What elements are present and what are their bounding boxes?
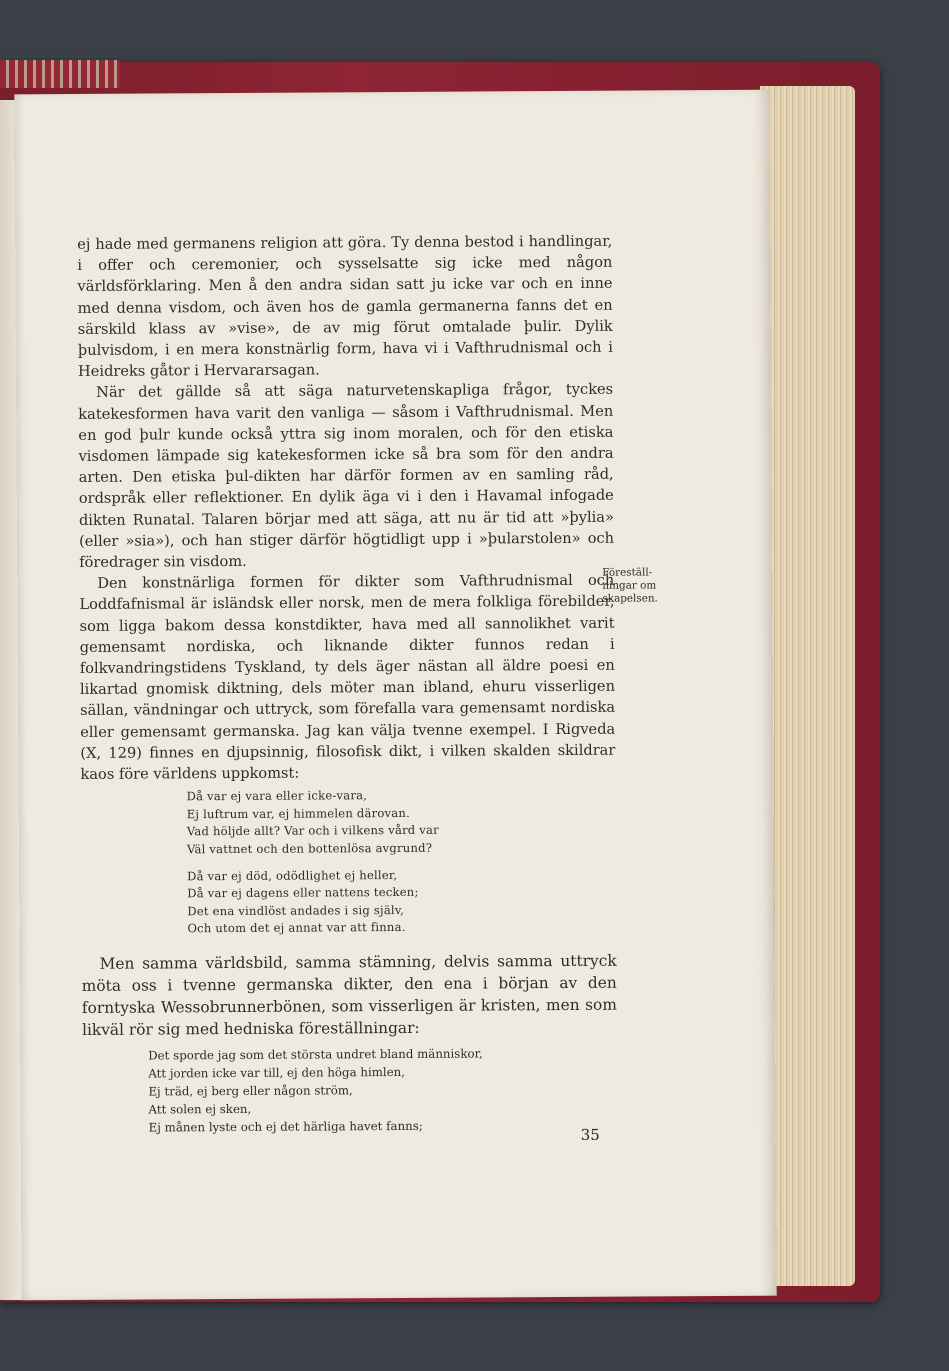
book-page — [14, 90, 776, 1301]
verse-line: Vad höljde allt? Var och i vilkens vård var — [186, 822, 439, 839]
verse-line: Då var ej dagens eller nattens tecken; — [187, 885, 419, 901]
verse-line: Att jorden icke var till, ej den höga himlen, — [148, 1064, 406, 1081]
verse-line: Att solen ej sken, — [148, 1101, 252, 1117]
body-text — [77, 231, 618, 1137]
paragraph-2: När det gällde så att säga naturvetenskapliga frågor, tyckes katekesformen hava varit den vanliga — såsom i Vafthrudnismal. Men en god þulr kunde också yttra sig inom moralen, och för den etiska visdomen lämpade sig katekesformen icke så bra som för den andra arten. Den etiska þul-dikten har därför formen av en samling råd, ordspråk eller reflektioner. En dylik äga vi i den i Havamal infogade dikten Runatal. Talaren börjar med att säga, att nu är tid att »þylia» (eller »sia»), och han stiger därför högtidligt upp i »þularstolen» och föredrager sin visdom. — [78, 381, 615, 571]
verse-stanza-1 — [187, 786, 616, 858]
paragraph-3: Den konstnärliga formen för dikter som Vafthrudnismal och Loddfafnismal är isländsk eller norsk, men de mera folkliga förebilder, som ligga bakom dessa konstdikter, hava med all sannolikhet varit gemensamt nordiska, och liknande dikter funnos redan i folkvandringstidens Tyskland, ty dels äger nästan all äldre poesi en likartad gnomisk diktning, dels möter man ibland, ehuru visserligen sällan, vändningar och uttryck, som förefalla vara gemensamt nordiska eller gemensamt germanska. Jag kan välja tvenne exempel. I Rigveda (X, 129) finnes en djupsinnig, filosofisk dikt, i vilken skalden skildrar kaos före världens uppkomst: — [79, 571, 616, 784]
paragraph-1: ej hade med germanens religion att göra. Ty denna bestod i handlingar, i offer och ceremonier, och sysselsatte sig icke med någon världsförklaring. Men å den andra sidan satt ju icke var och en inne med denna visdom, och även hos de gamla germanerna fanns det en särskild klass av »vise», de av mig förut omtalade þulir. Dylik þulvisdom, i en mera konstnärlig form, hava vi i Vafthrudnismal och i Heidreks gåtor i Hervararsagan. — [77, 232, 613, 381]
verse-line: Då var ej vara eller icke-vara, — [186, 788, 368, 804]
verse-line: Ej månen lyste och ej det härliga havet fanns; — [148, 1118, 423, 1135]
marginal-note-line: skapelsen. — [602, 592, 658, 605]
verse-line: Ej luftrum var, ej himmelen därovan. — [186, 805, 410, 821]
marginal-note — [602, 566, 672, 605]
verse-line: Väl vattnet och den bottenlösa avgrund? — [186, 840, 433, 856]
book-spine-edge — [0, 60, 120, 88]
verse-line: Ej träd, ej berg eller någon ström, — [148, 1082, 353, 1099]
marginal-note-line: Föreställ- — [602, 566, 653, 579]
verse-stanza-2 — [187, 866, 616, 938]
verse-stanza-3 — [148, 1043, 618, 1136]
verse-line: Då var ej död, odödlighet ej heller, — [187, 867, 398, 884]
verse-line: Det sporde jag som det största undret bland människor, — [148, 1046, 483, 1063]
page-number: 35 — [580, 1125, 600, 1144]
marginal-note-line: ningar om — [602, 579, 657, 592]
paragraph-4: Men samma världsbild, samma stämning, delvis samma uttryck möta oss i tvenne germanska dikter, den ena i början av den forntyska Wessobrunnerbönen, som visserligen är kristen, men som likväl rör sig med hedniska föreställningar: — [81, 951, 617, 1039]
verse-line: Och utom det ej annat var att finna. — [187, 920, 406, 936]
verse-line: Det ena vindlöst andades i sig själv, — [187, 902, 405, 918]
